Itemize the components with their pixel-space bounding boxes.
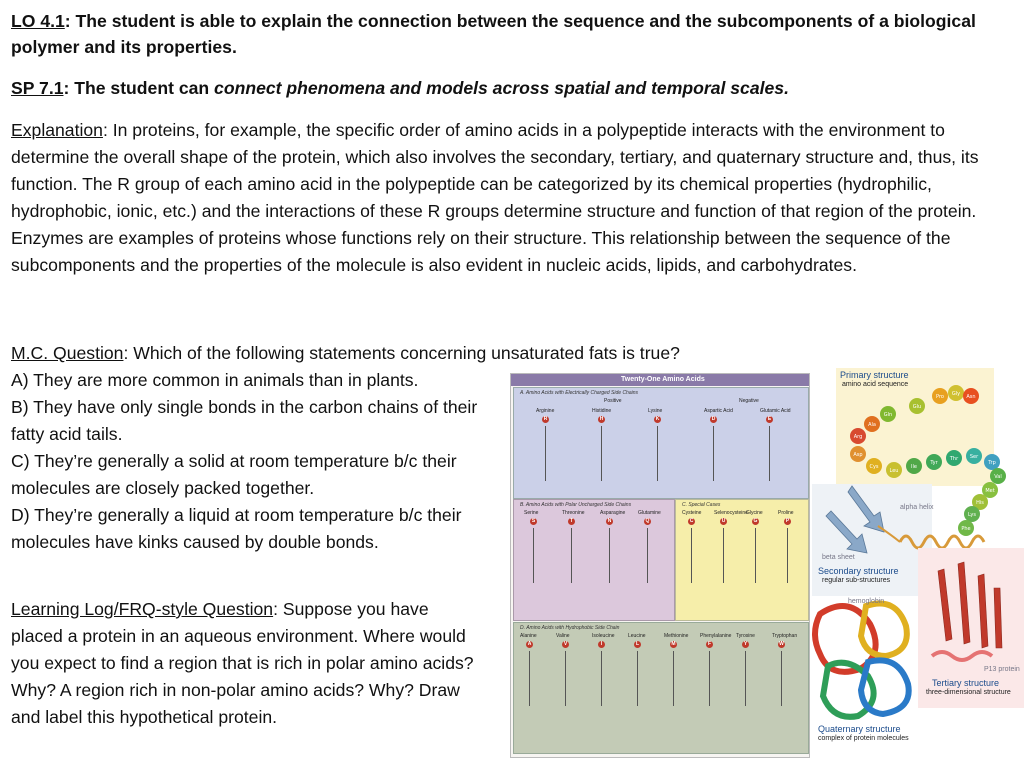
amino-acid-code-badge: Y (743, 641, 748, 647)
amino-acid-skeleton (787, 528, 788, 583)
positive-label: Positive (604, 398, 622, 404)
frq-label: Learning Log/FRQ-style Question (11, 599, 274, 619)
amino-acid-code-badge: W (779, 641, 784, 647)
panel-hydrophobic-title: D. Amino Acids with Hydrophobic Side Chain (520, 625, 620, 631)
amino-acid-bead-label: Gln (883, 412, 893, 418)
sp-emphasis: connect phenomena and models across spatial and temporal scales. (214, 78, 789, 98)
quaternary-blob-blue (861, 660, 909, 714)
amino-acid-code-badge: P (785, 518, 790, 524)
mc-option-d: D) They’re generally a liquid at room temperature b/c their molecules have kinks caused by double bonds. (11, 505, 462, 552)
amino-acid-skeleton (601, 426, 602, 481)
amino-chart-header (511, 374, 809, 386)
amino-acid-bead-label: Asn (966, 394, 976, 400)
quaternary-title: Quaternary structure (818, 724, 901, 734)
amino-acid-skeleton (657, 426, 658, 481)
amino-acid-name: Serine (524, 510, 539, 516)
explanation-paragraph (11, 117, 1016, 279)
amino-acid-skeleton (601, 651, 602, 706)
lo-label: LO 4.1 (11, 11, 65, 31)
amino-acid-bead-label: Tyr (930, 460, 938, 466)
hemoglobin-label: hemoglobin (848, 598, 885, 605)
amino-acid-bead-label: His (976, 500, 984, 506)
amino-acid-name: Glutamic Acid (760, 408, 791, 414)
panel-polar-title: B. Amino Acids with Polar Uncharged Side Chains (520, 502, 632, 508)
quaternary-sub: complex of protein molecules (818, 735, 909, 742)
amino-acid-name: Valine (556, 633, 570, 639)
frq-text: : Suppose you have placed a protein in an aqueous environment. Where would you expect to find a region that is rich in polar amino acids? Why? A region rich in non-polar amino acids? Why? Draw and label this hypothetical protein. (11, 599, 474, 727)
amino-acid-name: Lysine (648, 408, 663, 414)
amino-acid-skeleton (745, 651, 746, 706)
amino-acid-code-badge: K (655, 416, 660, 422)
amino-acid-code-badge: V (563, 641, 568, 647)
amino-acid-bead-label: Arg (853, 434, 863, 440)
amino-acid-skeleton (529, 651, 530, 706)
amino-acid-code-badge: F (707, 641, 712, 647)
amino-acid-skeleton (691, 528, 692, 583)
mc-options (11, 367, 506, 556)
panel-polar (513, 499, 675, 621)
amino-acid-code-badge: C (689, 518, 694, 524)
mc-option-a: A) They are more common in animals than in plants. (11, 370, 419, 390)
amino-acid-bead-label: Ser (969, 454, 979, 460)
amino-acid-skeleton (723, 528, 724, 583)
panel-charged-title: A. Amino Acids with Electrically Charged Side Chains (520, 390, 639, 396)
amino-acid-code-badge: M (671, 641, 676, 647)
amino-acid-skeleton (709, 651, 710, 706)
tertiary-title: Tertiary structure (932, 678, 1000, 688)
amino-acid-name: Proline (778, 510, 794, 516)
amino-acid-bead-label: Thr (949, 456, 959, 462)
amino-acid-code-badge: D (711, 416, 716, 422)
amino-acid-bead-label: Lys (968, 512, 976, 518)
panel-charged (513, 387, 809, 499)
protein-structure-figure (808, 366, 1024, 768)
amino-acid-name: Tryptophan (772, 633, 798, 639)
amino-acid-skeleton (533, 528, 534, 583)
amino-acid-bead-label: Phe (961, 526, 971, 532)
amino-acid-name: Arginine (536, 408, 555, 414)
amino-acid-bead-label: Ala (868, 422, 876, 428)
amino-acid-code-badge: I (598, 641, 605, 648)
amino-acid-skeleton (545, 426, 546, 481)
sp-lead: : The student can (63, 78, 215, 98)
mc-question-label: M.C. Question (11, 343, 124, 363)
amino-acid-chart (510, 373, 810, 758)
amino-acid-skeleton (565, 651, 566, 706)
amino-acid-code-badge: H (599, 416, 604, 422)
amino-acid-bead-label: Pro (936, 394, 944, 400)
mc-question-text: : Which of the following statements concerning unsaturated fats is true? (123, 343, 680, 363)
amino-acid-bead-label: Gly (951, 391, 961, 397)
amino-acid-code-badge: R (543, 416, 548, 422)
frq-question (11, 596, 481, 731)
lo-text: : The student is able to explain the connection between the sequence and the subcomponents of a biological polymer and its properties. (11, 11, 976, 57)
amino-acid-bead-label: Met (985, 488, 995, 494)
amino-acid-code-badge: N (607, 518, 612, 524)
explanation-label: Explanation (11, 120, 103, 140)
amino-acid-skeleton (637, 651, 638, 706)
panel-special (675, 499, 809, 621)
primary-sub: amino acid sequence (842, 381, 909, 388)
p13-label: P13 protein (984, 666, 1020, 673)
amino-acid-code-badge: E (767, 416, 772, 422)
amino-acid-code-badge: A (527, 641, 532, 647)
learning-objective (11, 8, 1016, 60)
quaternary-blob-yellow (861, 604, 907, 657)
amino-acid-bead-label: Ile (911, 464, 917, 470)
mc-option-c: C) They’re generally a solid at room temperature b/c their molecules are closely packed together. (11, 451, 457, 498)
amino-acid-name: Isoleucine (592, 633, 615, 639)
amino-acid-code-badge: G (753, 518, 758, 524)
amino-acid-name: Aspartic Acid (704, 408, 733, 414)
negative-label: Negative (739, 398, 759, 404)
amino-acid-name: Cysteine (682, 510, 702, 516)
amino-acid-skeleton (609, 528, 610, 583)
tertiary-sub: three-dimensional structure (926, 689, 1011, 696)
amino-acid-name: Leucine (628, 633, 646, 639)
amino-chart-title: Twenty-One Amino Acids (621, 376, 705, 383)
amino-acid-name: Glycine (746, 510, 763, 516)
mc-option-b: B) They have only single bonds in the carbon chains of their fatty acid tails. (11, 397, 478, 444)
amino-acid-name: Glutamine (638, 510, 661, 516)
amino-acid-bead-label: Cys (869, 464, 879, 470)
amino-acid-bead-label: Trp (988, 460, 996, 466)
amino-acid-skeleton (647, 528, 648, 583)
amino-acid-skeleton (781, 651, 782, 706)
amino-acid-bead-label: Glu (912, 404, 922, 410)
beta-sheet-label: beta sheet (822, 554, 855, 561)
primary-title: Primary structure (840, 370, 909, 380)
amino-acid-name: Asparagine (600, 510, 626, 516)
amino-acid-skeleton (755, 528, 756, 583)
amino-acid-name: Methionine (664, 633, 689, 639)
amino-acid-skeleton (769, 426, 770, 481)
amino-acid-name: Histidine (592, 408, 612, 414)
mc-question (11, 340, 680, 367)
amino-acid-skeleton (713, 426, 714, 481)
amino-acid-name: Alanine (520, 633, 537, 639)
panel-hydrophobic (513, 622, 809, 754)
amino-acid-name: Selenocysteine (714, 510, 748, 516)
amino-acid-code-badge: L (635, 641, 640, 647)
amino-acid-name: Phenylalanine (700, 633, 732, 639)
amino-acid-code-badge: S (531, 518, 536, 524)
amino-acid-bead-label: Leu (889, 468, 899, 474)
amino-acid-code-badge: U (721, 518, 726, 524)
science-practice (11, 75, 789, 102)
secondary-sub: regular sub-structures (822, 577, 891, 584)
amino-acid-code-badge: Q (645, 518, 650, 524)
amino-acid-name: Tyrosine (736, 633, 755, 639)
explanation-text: : In proteins, for example, the specific order of amino acids in a polypeptide interacts with the environment to determine the overall shape of the protein, which also involves the secondary, tertiary, and quaternary structure and, thus, its function. The R group of each amino acid in the polypeptide can be categorized by its chemical properties (hydrophilic, hydrophobic, ionic, etc.) and the interactions of these R groups determine structure and function of that region of the protein. Enzymes are examples of proteins whose functions rely on their structure. This relationship between the sequence of the subcomponents and the properties of the molecule is also evident in nucleic acids, lipids, and carbohydrates. (11, 120, 979, 275)
panel-special-title: C. Special Cases (682, 502, 721, 508)
amino-acid-bead-label: Val (994, 474, 1002, 480)
amino-acid-name: Threonine (562, 510, 585, 516)
secondary-title: Secondary structure (818, 566, 899, 576)
amino-acid-bead-label: Asp (853, 452, 863, 458)
amino-acid-code-badge: T (569, 518, 574, 524)
amino-acid-skeleton (571, 528, 572, 583)
amino-acid-skeleton (673, 651, 674, 706)
sp-label: SP 7.1 (11, 78, 64, 98)
alpha-helix-label: alpha helix (900, 504, 934, 511)
